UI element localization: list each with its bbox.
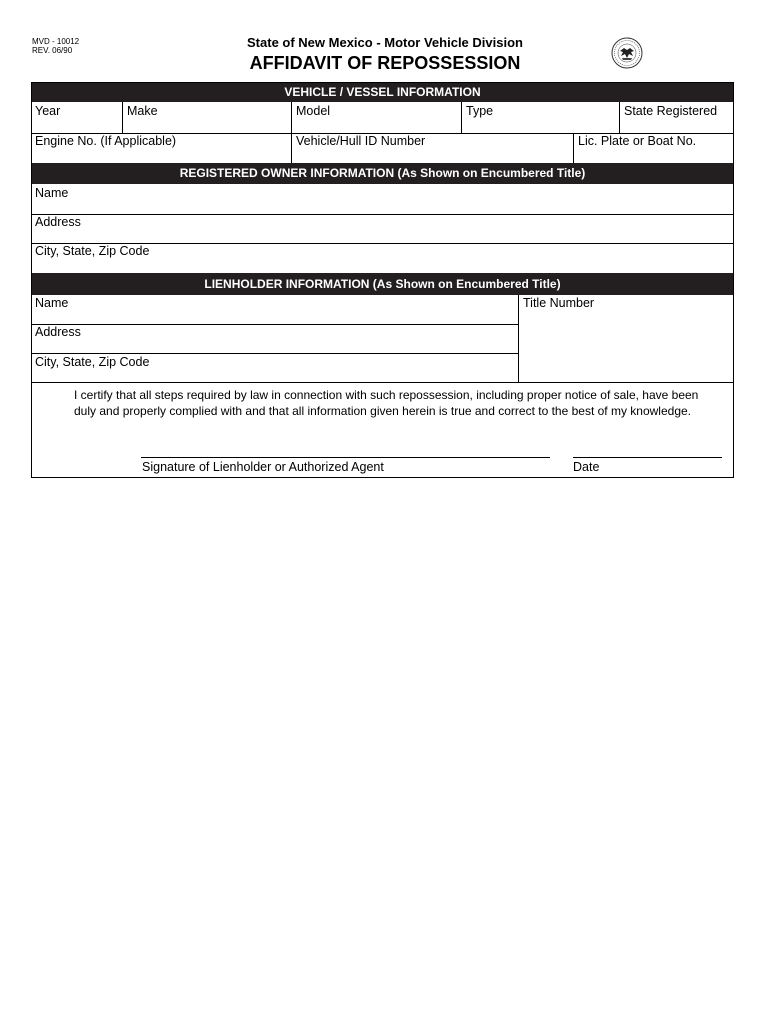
divider [32, 382, 733, 383]
type-label: Type [466, 104, 494, 118]
date-line[interactable] [573, 457, 722, 458]
year-label: Year [35, 104, 61, 118]
title-number-label: Title Number [523, 296, 595, 310]
vin-label: Vehicle/Hull ID Number [296, 134, 426, 148]
form-number: MVD - 10012 [32, 37, 80, 46]
certification-statement: I certify that all steps required by law in connection with such repossession, including proper notice of sale, have been duly and properly complied with and that all information given herein is true and correct to the best of my knowledge. [74, 388, 699, 418]
plate-number-label: Lic. Plate or Boat No. [578, 134, 697, 148]
divider [32, 353, 518, 354]
lienholder-address-label: Address [35, 325, 81, 339]
divider [573, 133, 574, 163]
owner-name-label: Name [35, 186, 69, 200]
divider [122, 102, 123, 133]
agency-name: State of New Mexico - Motor Vehicle Division [247, 35, 523, 50]
owner-address-label: Address [35, 215, 81, 229]
vehicle-section-heading: VEHICLE / VESSEL INFORMATION [32, 83, 733, 102]
divider [32, 324, 518, 325]
signature-label: Signature of Lienholder or Authorized Agent [142, 460, 384, 474]
divider [619, 102, 620, 133]
state-seal-icon [611, 37, 643, 69]
lienholder-city-label: City, State, Zip Code [35, 355, 150, 369]
engine-number-label: Engine No. (If Applicable) [35, 134, 177, 148]
form-revision: REV. 06/90 [32, 46, 73, 55]
model-label: Model [296, 104, 331, 118]
make-label: Make [127, 104, 158, 118]
page-title: AFFIDAVIT OF REPOSSESSION [249, 53, 521, 73]
owner-city-label: City, State, Zip Code [35, 244, 150, 258]
date-label: Date [573, 460, 600, 474]
lienholder-name-label: Name [35, 296, 69, 310]
owner-section-heading: REGISTERED OWNER INFORMATION (As Shown on Encumbered Title) [32, 163, 733, 184]
divider [461, 102, 462, 133]
divider [518, 295, 519, 382]
signature-line[interactable] [141, 457, 550, 458]
state-registered-label: State Registered [624, 104, 718, 118]
affidavit-form [31, 82, 734, 478]
divider [32, 214, 733, 215]
lienholder-section-heading: LIENHOLDER INFORMATION (As Shown on Encumbered Title) [32, 273, 733, 295]
